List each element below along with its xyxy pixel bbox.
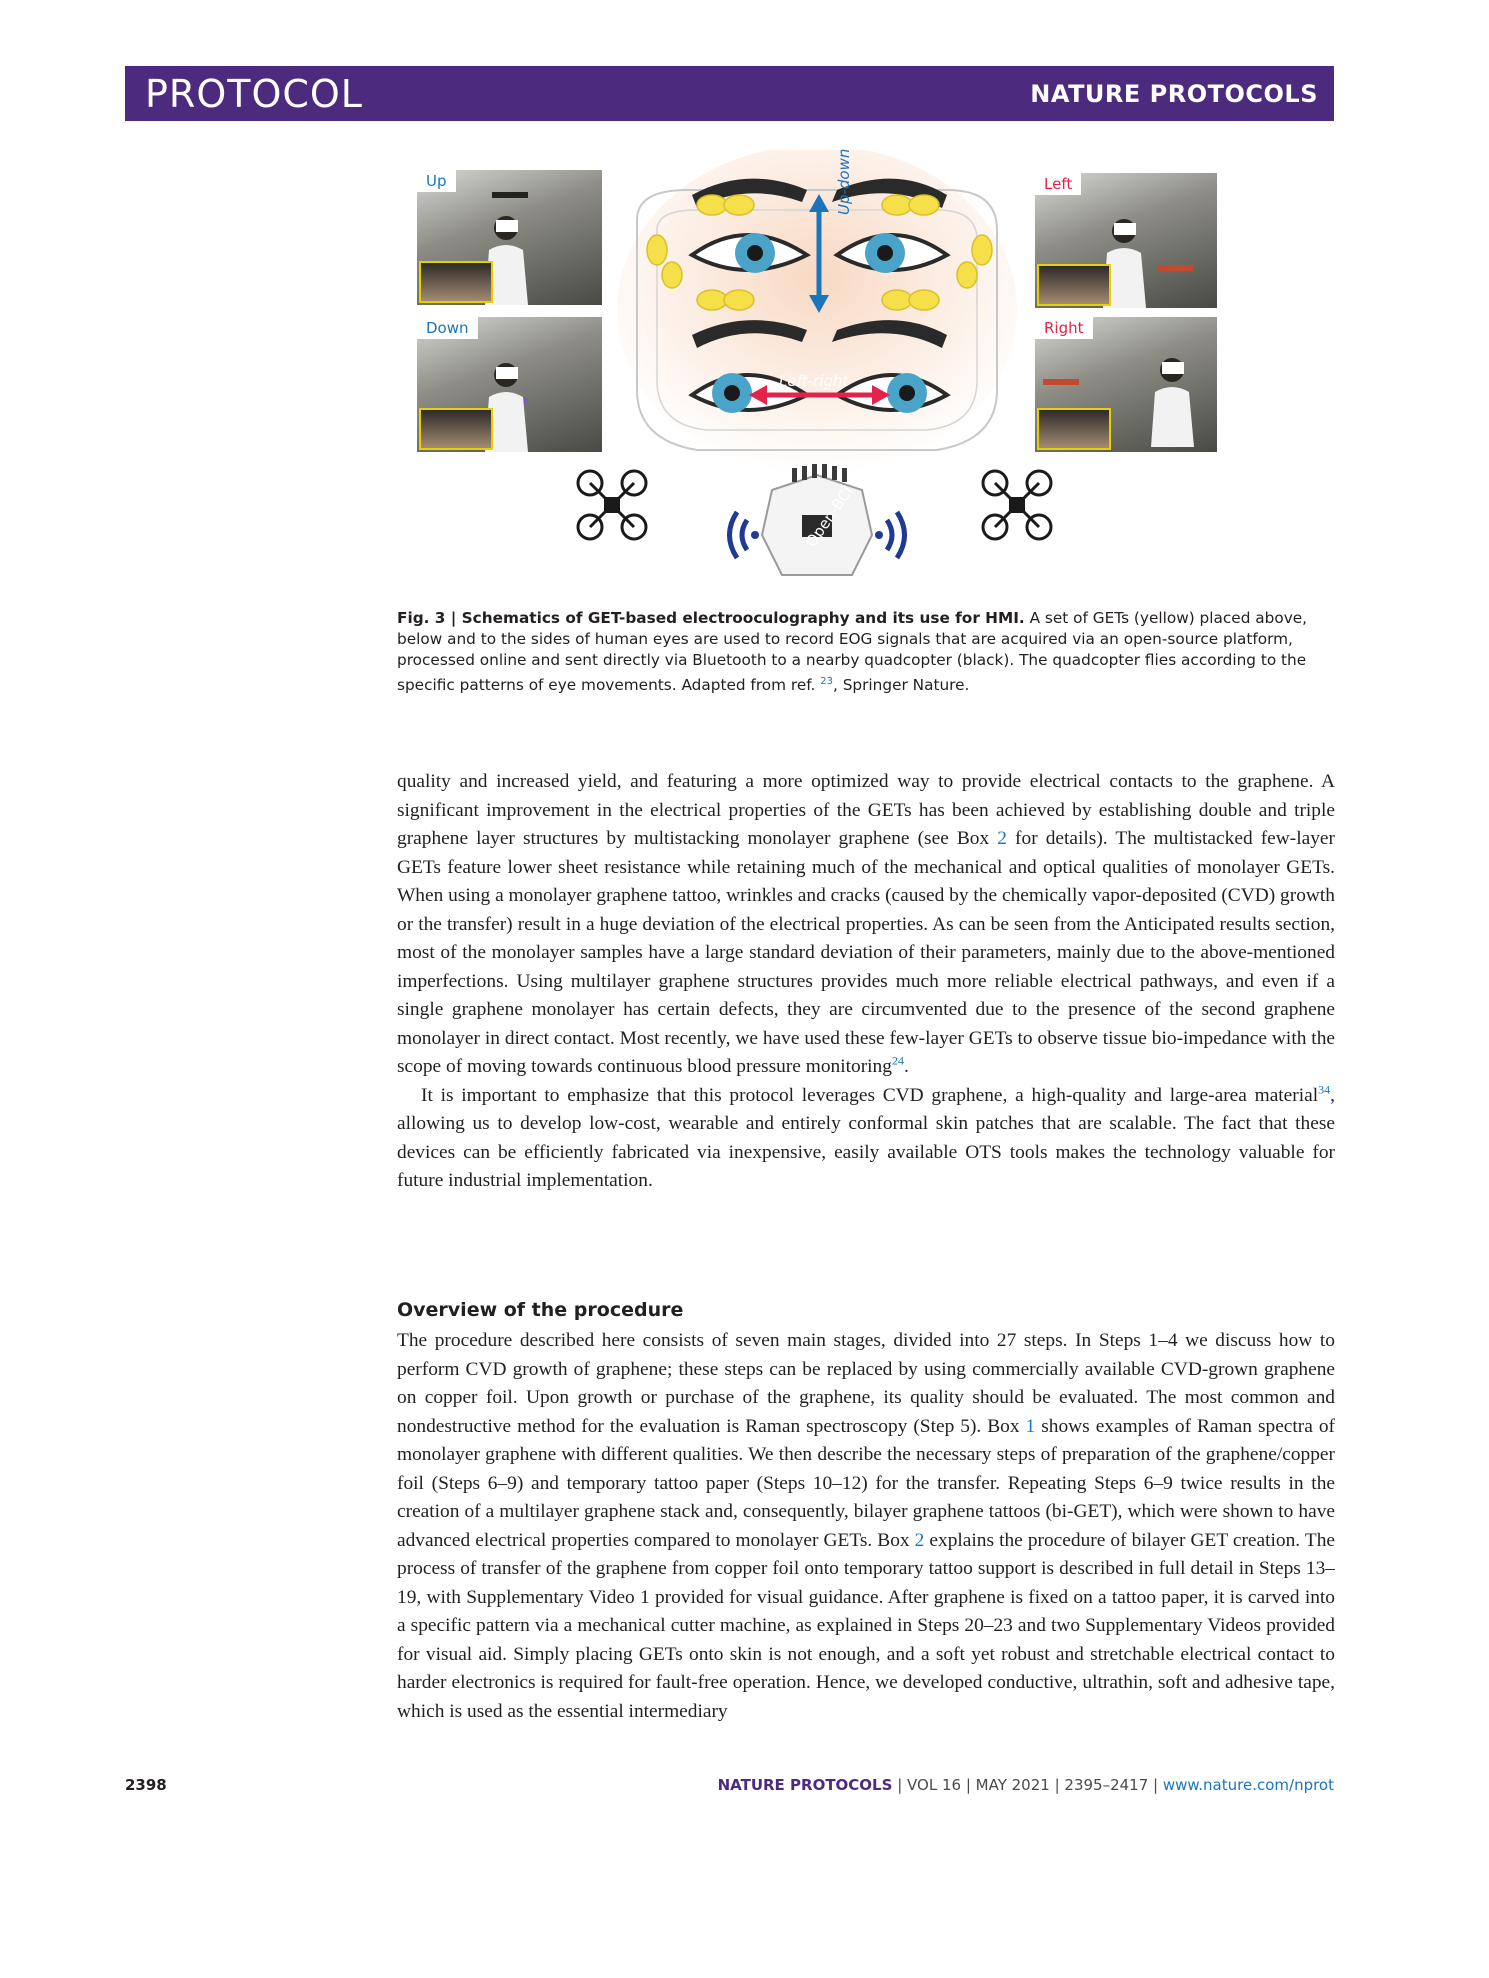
separator: | xyxy=(1049,1776,1065,1794)
text-run: shows examples of Raman spectra of monolayer graphene with different qualities. We then describe the necessary steps of preparation of the graphene/copper foil (Steps 6–9) and temporary tattoo paper (Steps 10–12) for the transfer. Repeating Steps 6–9 twice results in the creation of a multilayer graphene stack and, consequently, bilayer graphene tattoos (bi-GET), which were shown to have advanced electrical properties compared to monolayer GETs. Box xyxy=(397,1415,1335,1551)
separator: | xyxy=(1148,1776,1163,1794)
photo-right xyxy=(1035,317,1217,452)
caption-ref-link[interactable]: 23 xyxy=(820,676,833,687)
footer-journal: NATURE PROTOCOLS xyxy=(717,1776,893,1794)
box-2-link[interactable]: 2 xyxy=(914,1529,925,1551)
text-run: It is important to emphasize that this protocol leverages CVD graphene, a high-quality and large-area material xyxy=(421,1084,1319,1106)
drone-in-photo xyxy=(1157,265,1193,271)
text-run: quality and increased yield, and featuring a more optimized way to provide electrical contacts to the graphene. A significant improvement in the electrical properties of the GETs has been achieved by establishing double and triple graphene layer structures by multistacking monolayer graphene (see Box xyxy=(397,771,1335,849)
box-2-link[interactable]: 2 xyxy=(997,828,1007,849)
person-figure xyxy=(1145,352,1200,447)
separator: | xyxy=(892,1776,908,1794)
label-down: Down xyxy=(417,317,478,339)
label-up: Up xyxy=(417,170,456,192)
text-run: , allowing us to develop low-cost, wearable and entirely conformal skin patches that are scalable. The fact that these devices can be efficiently fabricated via inexpensive, easily available OTS tools makes the technology valuable for future industrial implementation. xyxy=(397,1084,1335,1191)
photo-left xyxy=(1035,173,1217,308)
article-type: PROTOCOL xyxy=(145,72,363,116)
quadcopter-left-icon xyxy=(572,465,652,545)
section-body xyxy=(397,1327,1335,1726)
board-label: Open-BCI xyxy=(802,482,857,551)
face-inset xyxy=(419,408,493,450)
box-1-link[interactable]: 1 xyxy=(1025,1415,1036,1437)
caption-text-end: , Springer Nature. xyxy=(833,676,970,695)
separator: | xyxy=(961,1776,976,1794)
figure-caption xyxy=(397,608,1335,696)
section-heading: Overview of the procedure xyxy=(397,1299,684,1321)
quadcopter-right-icon xyxy=(977,465,1057,545)
label-right: Right xyxy=(1035,317,1093,339)
drone-in-photo xyxy=(492,192,528,198)
ref-34-link[interactable]: 34 xyxy=(1318,1082,1331,1097)
footer-volume: VOL 16 xyxy=(907,1776,962,1794)
drone-in-photo xyxy=(1043,379,1079,385)
footer-pages: 2395–2417 xyxy=(1064,1776,1149,1794)
face-inset xyxy=(1037,264,1111,306)
caption-label: Fig. 3 | Schematics of GET-based electrooculography and its use for HMI. xyxy=(397,609,1025,627)
photo-down xyxy=(417,317,602,452)
face-inset xyxy=(1037,408,1111,450)
header-banner xyxy=(125,66,1334,121)
photo-up xyxy=(417,170,602,305)
paragraph xyxy=(397,768,1335,1082)
ref-24-link[interactable]: 24 xyxy=(891,1053,904,1068)
label-left: Left xyxy=(1035,173,1081,195)
text-run: . xyxy=(903,1056,909,1077)
journal-name: NATURE PROTOCOLS xyxy=(1030,80,1318,108)
footer-date: MAY 2021 xyxy=(975,1776,1050,1794)
caption-text: A set of GETs (yellow) placed above, below and to the sides of human eyes are used to record EOG signals that are acquired via an open-source platform, processed online and sent directly via Bluetooth to a nearby quadcopter (black). The quadcopter flies according to the specific patterns of eye movements. Adapted from ref. xyxy=(397,609,1308,695)
up-down-label: Up-down xyxy=(835,148,853,215)
journal-reference xyxy=(718,1776,1334,1794)
paragraph xyxy=(397,1082,1335,1196)
body-text xyxy=(397,768,1335,1196)
page-number: 2398 xyxy=(125,1776,167,1794)
face-inset xyxy=(419,261,493,303)
left-right-label: Left-right xyxy=(779,372,849,390)
text-run: explains the procedure of bilayer GET creation. The process of transfer of the graphene from copper foil onto temporary tattoo support is described in full detail in Steps 13–19, with Supplementary Video 1 provided for visual guidance. After graphene is fixed on a tattoo paper, it is carved into a specific pattern via a mechanical cutter machine, as explained in Steps 20–23 and two Supplementary Videos provided for visual aid. Simply placing GETs onto skin is not enough, and a soft yet robust and stretchable electrical contact to harder electronics is required for fault-free operation. Hence, we developed conductive, ultrathin, soft and adhesive tape, which is used as the essential intermediary xyxy=(397,1529,1335,1722)
figure-3 xyxy=(417,148,1317,600)
text-run: The procedure described here consists of seven main stages, divided into 27 steps. In Steps 1–4 we discuss how to perform CVD growth of graphene; these steps can be replaced by using commercially available CVD-grown graphene on copper foil. Upon growth or purchase of the graphene, its quality should be evaluated. The most common and nondestructive method for the evaluation is Raman spectroscopy (Step 5). Box xyxy=(397,1330,1335,1437)
text-run: for details). The multistacked few-layer GETs feature lower sheet resistance while retaining much of the mechanical and optical qualities of monolayer GETs. When using a monolayer graphene tattoo, wrinkles and cracks (caused by the chemically vapor-deposited (CVD) growth or the transfer) result in a huge deviation of the electrical properties. As can be seen from the Anticipated results section, most of the monolayer samples have a large standard deviation of their parameters, mainly due to the above-mentioned imperfections. Using multilayer graphene structures provides much more reliable electrical pathways, and even if a single graphene monolayer has certain defects, they are circumvented due to the presence of the second graphene monolayer in direct contact. Most recently, we have used these few-layer GETs to observe tissue bio-impedance with the scope of moving towards continuous blood pressure monitoring xyxy=(397,828,1335,1077)
journal-url-link[interactable]: www.nature.com/nprot xyxy=(1162,1776,1334,1794)
